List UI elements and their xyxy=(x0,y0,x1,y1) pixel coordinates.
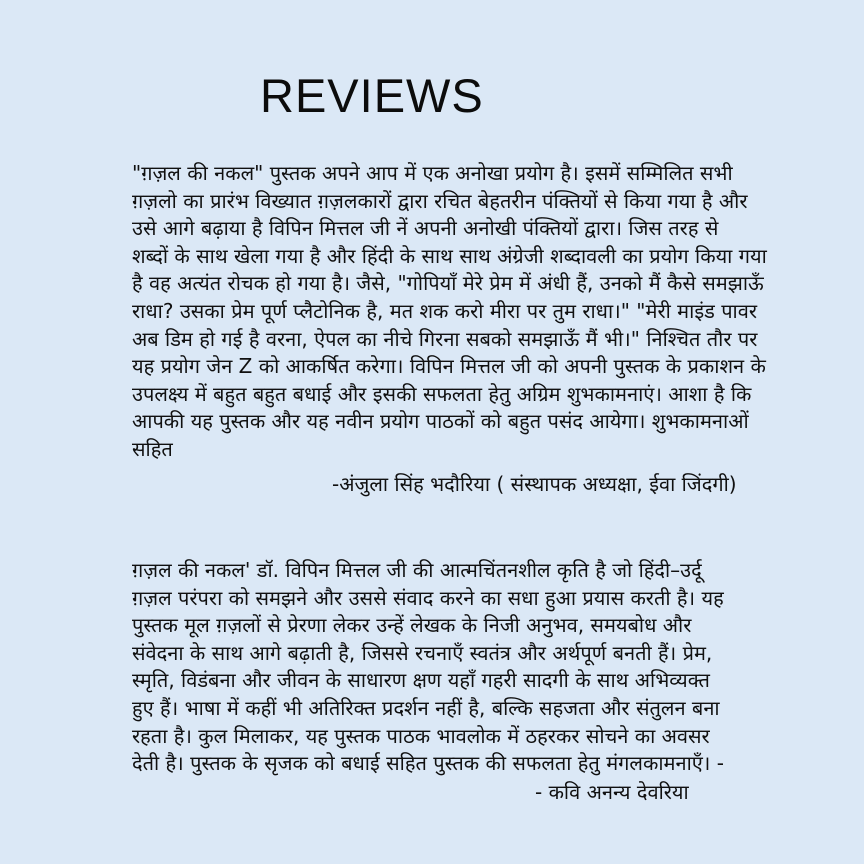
review-block-1 xyxy=(132,160,767,498)
review-2-attribution: - कवि अनन्य देवरिया xyxy=(535,779,689,804)
review-1-line: अब डिम हो गई है वरना, ऐपल का नीचे गिरना सबको समझाऊँ मैं भी।" निश्चित तौर पर xyxy=(132,326,758,351)
review-2-line: स्मृति, विडंबना और जीवन के साधारण क्षण यहाँ गहरी सादगी के साथ अभिव्यक्त xyxy=(132,668,710,693)
review-1-line: राधा? उसका प्रेम पूर्ण प्लैटोनिक है, मत शक करो मीरा पर तुम राधा।" "मेरी माइंड पावर xyxy=(132,298,758,323)
review-1-line: शब्दों के साथ खेला गया है और हिंदी के साथ साथ अंग्रेजी शब्दावली का प्रयोग किया गया xyxy=(132,243,767,268)
review-1-line: "ग़ज़ल की नकल" पुस्तक अपने आप में एक अनोखा प्रयोग है। इसमें सम्मिलित सभी xyxy=(132,161,733,185)
review-2-line: रहता है। कुल मिलाकर, यह पुस्तक पाठक भावलोक में ठहरकर सोचने का अवसर xyxy=(132,723,710,748)
review-1-line: यह प्रयोग जेन Z को आकर्षित करेगा। विपिन मित्तल जी को अपनी पुस्तक के प्रकाशन के xyxy=(132,354,766,379)
review-1-line: उपलक्ष्य में बहुत बहुत बधाई और इसकी सफलता हेतु अग्रिम शुभकामनाएं। आशा है कि xyxy=(132,381,752,406)
review-2-line: संवेदना के साथ आगे बढ़ाती है, जिससे रचनाएँ स्वतंत्र और अर्थपूर्ण बनती हैं। प्रेम, xyxy=(132,640,713,665)
review-2-line: हुए हैं। भाषा में कहीं भी अतिरिक्त प्रदर्शन नहीं है, बल्कि सहजता और संतुलन बना xyxy=(132,695,720,720)
review-1-attribution: -अंजुला सिंह भदौरिया ( संस्थापक अध्यक्षा, ईवा जिंदगी) xyxy=(332,471,737,496)
review-2-line: ग़ज़ल की नकल' डॉ. विपिन मित्तल जी की आत्मचिंतनशील कृति है जो हिंदी–उर्दू xyxy=(132,558,702,582)
review-1-line: ग़ज़लो का प्रारंभ विख्यात ग़ज़लकारों द्वारा रचित बेहतरीन पंक्तियों से किया गया है और xyxy=(132,188,748,213)
review-2-line: पुस्तक मूल ग़ज़लों से प्रेरणा लेकर उन्हें लेखक के निजी अनुभव, समयबोध और xyxy=(132,613,692,638)
review-1-line: आपकी यह पुस्तक और यह नवीन प्रयोग पाठकों को बहुत पसंद आयेगा। शुभकामनाओं xyxy=(132,409,749,434)
review-1-line: उसे आगे बढ़ाया है विपिन मित्तल जी नें अपनी अनोखी पंक्तियों द्वारा। जिस तरह से xyxy=(132,216,719,241)
page-title: REVIEWS xyxy=(260,69,484,122)
review-1-line: सहित xyxy=(132,436,173,461)
review-2-line: देती है। पुस्तक के सृजक को बधाई सहित पुस्तक की सफलता हेतु मंगलकामनाएँ। - xyxy=(132,751,724,776)
review-2-line: ग़ज़ल परंपरा को समझने और उससे संवाद करने का सधा हुआ प्रयास करती है। यह xyxy=(132,585,724,610)
review-1-line: है वह अत्यंत रोचक हो गया है। जैसे, "गोपियाँ मेरे प्रेम में अंधी हैं, उनको मैं कैसे समझाऊँ xyxy=(132,271,764,296)
review-block-2 xyxy=(132,557,757,806)
